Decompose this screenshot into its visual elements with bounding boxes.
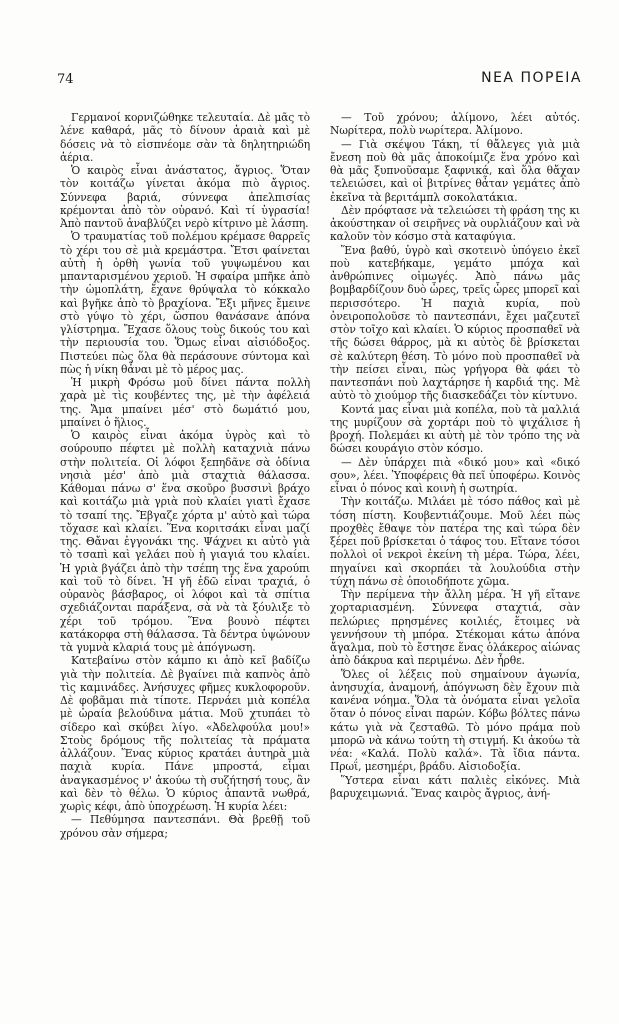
paragraph: Κοντά μας εἶναι μιὰ κοπέλα, ποὺ τὰ μαλλιά της μυρίζουν σὰ χορτάρι ποὺ τὸ ψιχάλισε ἡ βροχή. Πολεμάει κι αὐτὴ μὲ τὸν τρόπο της νὰ δώσει κουράγιο στὸν κόσμο. [330, 402, 580, 456]
paragraph: Ἡ μικρὴ Φρόσω μοῦ δίνει πάντα πολλὴ χαρὰ μὲ τὶς κουβέντες της, μὲ τὴν ἀφέλειά της. Ἄμα μπαίνει μέσ' στὸ δωμάτιό μου, μπαίνει ὁ ἥλιος. [60, 376, 310, 429]
paragraph: Δὲν πρόφτασε νὰ τελειώσει τὴ φράση της κι ἀκούστηκαν οἱ σειρῆνες νὰ ουρλιάζουν καὶ νὰ καλοῦν τὸν κόσμο στὰ καταφύγια. [330, 203, 580, 244]
paragraph: Γερμανοί κορνιζώθηκε τελευταία. Δὲ μᾶς τὸ λένε καθαρά, μᾶς τὸ δίνουν ἀραιὰ καὶ μὲ δόσεις νὰ τὸ εἰσπνέομε σὰν τὰ δηλητηριώδη ἀέρια. [60, 111, 310, 164]
text-columns [60, 111, 580, 1001]
paragraph: Ἕνα βαθύ, ὑγρὸ καὶ σκοτεινὸ ὑπόγειο ἐκεῖ ποὺ κατεβήκαμε, γεμάτο μπόχα καὶ ἀνθρώπινες οἰμωγές. Ἀπὸ πάνω μᾶς βομβαρδίζουν δυὸ ὧρες, τρεῖς ὧρες μπορεῖ καὶ περισσότερο. Ἡ παχιὰ κυρία, ποὺ ὀνειροπολοῦσε τὸ παντεσπάνι, ἔχει μαζευτεῖ στὸν τοῖχο καὶ κλαίει. Ὁ κύριος προσπαθεῖ νὰ τῆς δώσει θάρρος, μὰ κι αὐτὸς δὲ βρίσκεται σὲ καλύτερη θέση. Τὸ μόνο ποὺ προσπαθεῖ νὰ τὴν πείσει εἶναι, πὼς γρήγορα θὰ φάει τὸ παντεσπάνι ποὺ λαχτάρησε ἡ καρδιά της. Μὲ αὐτὸ τὸ χιούμορ τῆς διασκεδάζει τὸν κίντυνο. [330, 243, 580, 403]
right-column [330, 111, 580, 1001]
paragraph: — Πεθύμησα παντεσπάνι. Θὰ βρεθῇ τοῦ χρόνου σὰν σήμερα; [60, 813, 310, 840]
paragraph: — Δὲν ὑπάρχει πιὰ «δικό μου» καὶ «δικό σου», λέει. Ὑποφέρεις θὰ πεῖ ὑποφέρω. Κοινὸς εἶναι ὁ πόνος καὶ κοινὴ ἡ σωτηρία. [330, 455, 580, 495]
paragraph: Κατεβαίνω στὸν κάμπο κι ἀπὸ κεῖ βαδίζω γιὰ τὴν πολιτεία. Δὲ βγαίνει πιὰ καπνὸς ἀπὸ τὶς καμινάδες. Ἀνήσυχες φῆμες κυκλοφοροῦν. Δὲ φοβᾶμαι πιὰ τίποτε. Περνάει μιὰ κοπέλα μὲ ὡραία βελούδινα μάτια. Μοῦ χτυπάει τὸ σίδερο καὶ σκύβει λίγο. «Ἀδελφούλα μου!» Στοὺς δρόμους τῆς πολιτείας τὰ πράματα ἀλλάζουν. Ἕνας κύριος κρατάει ἀυτηρὰ μιὰ παχιὰ κυρία. Πάνε μπροστά, εἶμαι ἀναγκασμένος ν' ἀκούω τὴ συζήτησή τους, ἂν καὶ δὲν τὸ θέλω. Ὁ κύριος ἀπαντᾶ νωθρά, χωρὶς κέφι, ἀπὸ ὑποχρέωση. Ἡ κυρία λέει: [60, 654, 310, 813]
paragraph: Τὴν κοιτάζω. Μιλάει μὲ τόσο πάθος καὶ μὲ τόση πίστη. Κουβεντιάζουμε. Μοῦ λέει πὼς προχθὲς ἔθαψε τὸν πατέρα της καὶ τώρα δὲν ξέρει ποῦ βρίσκεται ὁ τάφος του. Εἴτανε τόσοι πολλοὶ οἱ νεκροὶ ἐκείνη τὴ μέρα. Τώρα, λέει, πηγαίνει καὶ σκορπάει τὰ λουλούδια στὴν τύχη πάνω σὲ ὁποιοδήποτε χῶμα. [330, 495, 580, 588]
paragraph: Ὕστερα εἶναι κάτι παλιὲς εἰκόνες. Μιὰ βαρυχειμωνιά. Ἕνας καιρὸς ἄγριος, ἀνή- [330, 773, 580, 800]
page-header [57, 72, 582, 92]
page-number: 74 [57, 72, 74, 87]
paragraph: Ὁ καιρὸς εἶναι ἀνάστατος, ἄγριος. Ὅταν τὸν κοιτάζω γίνεται ἀκόμα πιὸ ἄγριος. Σύννεφα βαριά, σύννεφα ἀπελπισίας κρέμονται ἀπὸ τὸν οὐρανό. Καὶ τί ὑγρασία! Ἀπὸ παντοῦ ἀναβλύζει νερὸ κίτρινο μὲ λάσπη. [60, 164, 310, 230]
paragraph: — Τοῦ χρόνου; ἀλίμονο, λέει αὐτός. Νωρίτερα, πολὺ νωρίτερα. Ἀλίμονο. [330, 111, 580, 138]
left-column [60, 111, 310, 1001]
journal-title: ΝΕΑ ΠΟΡΕΙΑ [481, 70, 582, 86]
paragraph: Ὁ τραυματίας τοῦ πολέμου κρέμασε θαρρεῖς τὸ χέρι του σὲ μιὰ κρεμάστρα. Ἔτσι φαίνεται αὐτὴ ἡ ὀρθὴ γωνία τοῦ γυψωμένου και μπανταρισμένου χεριοῦ. Ἡ σφαίρα μπῆκε ἀπὸ τὴν ὠμοπλάτη, ἔχανε θρύψαλα τὸ κόκκαλο καὶ βγῆκε ἀπὸ τὸ βραχίονα. Ἔξι μῆνες ἔμεινε στὸ γύψο τὸ χέρι, ὥσπου θανάσανε ἀπόνα γλίστρημα. Ἔχασε ὅλους τοὺς δικούς του καὶ τὴν περιουσία του. Ὅμως εἶναι αἰσιόδοξος. Πιστεύει πὼς ὅλα θὰ περάσουνε σύντομα καὶ πὼς ἡ νίκη θἆναι μὲ τὸ μέρος μας. [60, 230, 310, 376]
paragraph: — Γιὰ σκέψου Τάκη, τί θἄλεγες γιὰ μιὰ ἔνεση ποὺ θὰ μᾶς ἀποκοίμιζε ἕνα χρόνο καὶ θὰ μᾶς ξυπνοῦσαμε ξαφνικά, καὶ ὅλα θἄχαν τελειώσει, καὶ οἱ βιτρίνες θἆταν γεμάτες ἀπὸ ἐκεῖνα τὰ βεριτάμπλ σοκολατάκια. [330, 137, 580, 204]
paragraph: Ὅλες οἱ λέξεις ποὺ σημαίνουν ἀγωνία, ἀνησυχία, ἀναμονή, ἀπόγνωση δὲν ἔχουν πιὰ κανένα νόημα. Ὅλα τὰ ὀνόματα εἶναι γελοῖα ὅταν ὁ πόνος εἶναι παρών. Κόβω βόλτες πάνω κάτω γιὰ νὰ ζεσταθῶ. Τὸ μόνο πράμα ποὺ μπορῶ νὰ κάνω τούτη τὴ στιγμή. Κι ἀκούω τὰ νέα: «Καλά. Πολὺ καλά». Τὰ ἴδια πάντα. Πρωΐ, μεσημέρι, βράδυ. Αἰσιοδοξία. [330, 667, 580, 774]
paragraph: Τὴν περίμενα τὴν ἄλλη μέρα. Ἡ γῆ εἴτανε χορταριασμένη. Σύννεφα σταχτιά, σὰν πελώριες πρησμένες κοιλιές, ἕτοιμες νὰ γεννήσουν τὴ μπόρα. Στέκομαι κάτω ἀπόνα ἄγαλμα, ποὺ τὸ ἔστησε ἕνας ὁλάκερος αἰώνας ἀπὸ δάκρυα καὶ περιμένω. Δὲν ἦρθε. [330, 588, 580, 668]
paragraph: Ὁ καιρὸς εἶναι ἀκόμα ὑγρὸς καὶ τὸ σούρουπο πέφτει μὲ πολλὴ καταχνιὰ πάνω στὴν πολιτεία. Οἱ λόφοι ξεπηδᾶνε σὰ ὀδίνια νησιὰ μέσ' ἀπὸ μιὰ σταχτιὰ θάλασσα. Κάθομαι πάνω σ' ἕνα σκοῦρο βυσσινὶ βράχο καὶ κοιτάζω μιὰ γριὰ ποὺ κλαίει γιατὶ ἔχασε τὸ τσαπί της. Ἔβγαζε χόρτα μ' αὐτὸ καὶ τώρα τὄχασε καὶ κλαίει. Ἕνα κοριτσάκι εἶναι μαζί της. Θἄναι ἐγγονάκι της. Ψάχνει κι αὐτὸ γιὰ τὸ τσαπὶ καὶ γελάει ποὺ ἡ γιαγιά του κλαίει. Ἡ γριὰ βγάζει ἀπὸ τὴν τσέπη της ἕνα χαρούπι καὶ τοῦ τὸ δίνει. Ἡ γῆ ἐδῶ εἶναι τραχιά, ὁ οὐρανὸς βάσβαρος, οἱ λόφοι καὶ τὰ σπίτια σχεδιάζονται παράξενα, σὰ νὰ τὰ ξόυλιξε τὸ χέρι τοῦ τρόμου. Ἕνα βουνὸ πέφτει κατάκορφα στὴ θάλασσα. Τὰ δέντρα ὑψώνουν τὰ γυμνὰ κλαριά τους μὲ ἀπόγνωση. [60, 429, 310, 654]
